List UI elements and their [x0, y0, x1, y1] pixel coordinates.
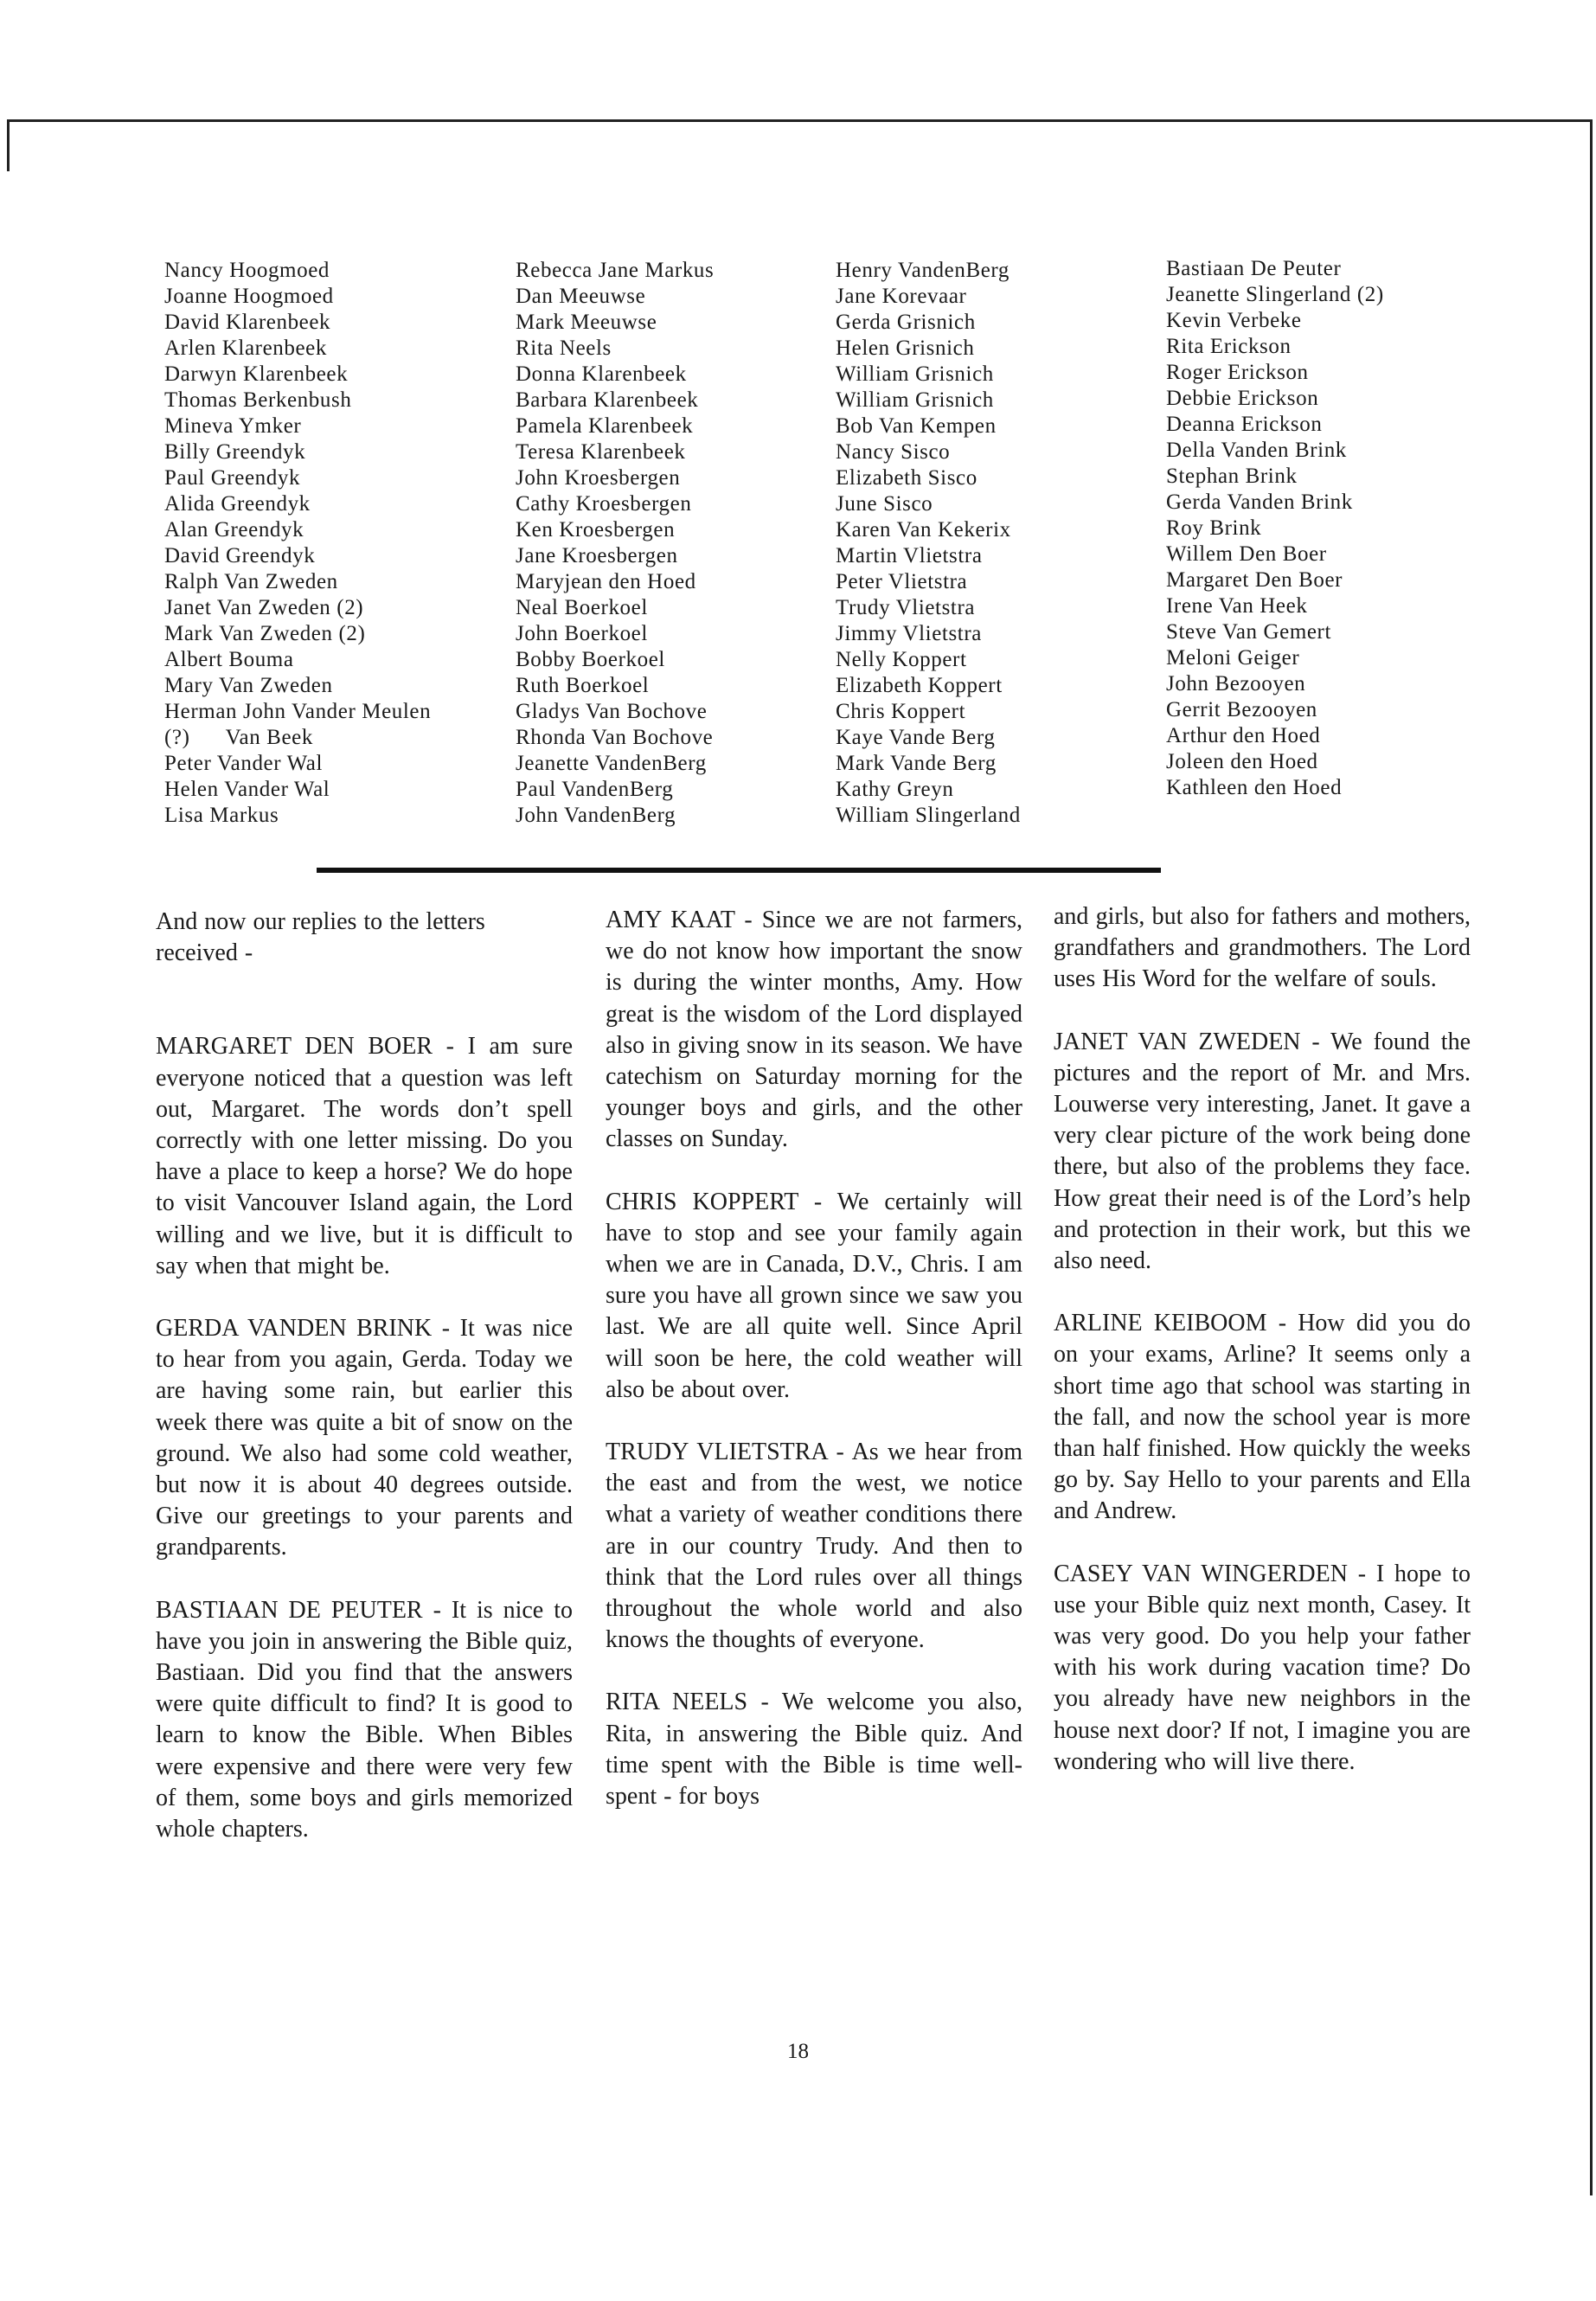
name-entry: Henry VandenBerg	[836, 259, 1010, 282]
reply-paragraph: MARGARET DEN BOER - I am sure everyone noticed that a question was left out, Margaret. The words don’t spell correctly with one letter missing. Do you have a place to keep a horse? We do hope to visit Vancouver Island again, the Lord willing and we live, but it is difficult to say when that might be.	[156, 1033, 573, 1279]
intro-paragraph: And now our replies to the letters received -	[156, 908, 485, 967]
name-entry: Gladys Van Bochove	[516, 700, 708, 723]
scan-edge-top	[7, 119, 1590, 122]
name-entry: Donna Klarenbeek	[516, 362, 687, 386]
name-entry: Martin Vlietstra	[836, 544, 983, 567]
name-entry: Nelly Koppert	[836, 648, 967, 671]
name-entry: Jane Kroesbergen	[516, 544, 678, 567]
name-entry: Barbara Klarenbeek	[516, 388, 699, 412]
name-entry: Alan Greendyk	[164, 518, 304, 542]
name-entry: Irene Van Heek	[1166, 594, 1308, 618]
replies-column-2	[606, 905, 1022, 1843]
name-entry: Bob Van Kempen	[836, 414, 997, 438]
name-entry: John Boerkoel	[516, 622, 648, 645]
name-entry: Janet Van Zweden (2)	[164, 596, 364, 619]
name-entry: Lisa Markus	[164, 804, 279, 827]
scan-edge-left	[7, 119, 10, 171]
name-entry: David Klarenbeek	[164, 311, 331, 334]
names-column-4	[1166, 256, 1495, 801]
name-entry: (?) Van Beek	[164, 726, 313, 749]
name-entry: Della Vanden Brink	[1166, 439, 1347, 462]
reply-paragraph: GERDA VANDEN BRINK - It was nice to hear from you again, Gerda. Today we are having some rain, but earlier this week there was quite a bit of snow on the ground. We also had some cold weather, but now it is about 40 degrees outside. Give our greetings to your parents and grandparents.	[156, 1315, 573, 1561]
name-entry: Joanne Hoogmoed	[164, 285, 334, 308]
section-divider	[317, 868, 1161, 873]
reply-paragraph: ARLINE KEIBOOM - How did you do on your exams, Arline? It seems only a short time ago that school was starting in the fall, and now the school year is more than half finished. How quickly the weeks go by. Say Hello to your parents and Ella and Andrew.	[1054, 1310, 1471, 1525]
name-entry: Paul VandenBerg	[516, 778, 674, 801]
name-entry: John VandenBerg	[516, 804, 676, 827]
name-entry: Maryjean den Hoed	[516, 570, 696, 593]
name-entry: Roger Erickson	[1166, 361, 1309, 384]
name-entry: David Greendyk	[164, 544, 316, 567]
name-entry: Albert Bouma	[164, 648, 294, 671]
name-entry: Paul Greendyk	[164, 466, 301, 490]
name-entry: Ken Kroesbergen	[516, 518, 676, 542]
name-entry: Mineva Ymker	[164, 414, 302, 438]
name-entry: Ralph Van Zweden	[164, 570, 338, 593]
name-entry: Karen Van Kekerix	[836, 518, 1011, 542]
name-entry: Mark Meeuwse	[516, 311, 657, 334]
name-entry: William Grisnich	[836, 362, 994, 386]
name-entry: Roy Brink	[1166, 516, 1262, 540]
name-entry: William Grisnich	[836, 388, 994, 412]
name-entry: June Sisco	[836, 492, 933, 516]
replies-column-1	[156, 907, 573, 1876]
name-entry: Bobby Boerkoel	[516, 648, 665, 671]
reply-paragraph: AMY KAAT - Since we are not farmers, we do not know how important the snow is during the winter months, Amy. How great is the wisdom of the Lord displayed also in giving snow in its season. We have catechism on Saturday morning for the younger boys and girls, and the other classes on Sunday.	[606, 907, 1022, 1153]
name-entry: Helen Vander Wal	[164, 778, 330, 801]
name-entry: Elizabeth Sisco	[836, 466, 977, 490]
name-entry: Nancy Hoogmoed	[164, 259, 330, 282]
name-entry: Arthur den Hoed	[1166, 724, 1321, 747]
name-entry: Meloni Geiger	[1166, 646, 1300, 670]
name-entry: Pamela Klarenbeek	[516, 414, 694, 438]
name-entry: John Kroesbergen	[516, 466, 681, 490]
names-column-3	[836, 258, 1164, 829]
page-number: 18	[787, 2040, 809, 2063]
name-entry: Willem Den Boer	[1166, 542, 1327, 566]
name-entry: Steve Van Gemert	[1166, 620, 1332, 644]
name-entry: Peter Vander Wal	[164, 752, 324, 775]
name-entry: Alida Greendyk	[164, 492, 311, 516]
name-entry: Jeanette VandenBerg	[516, 752, 707, 775]
replies-column-3	[1054, 901, 1471, 1809]
name-entry: Dan Meeuwse	[516, 285, 646, 308]
name-entry: Arlen Klarenbeek	[164, 336, 327, 360]
name-entry: Rita Erickson	[1166, 335, 1292, 358]
name-entry: Rebecca Jane Markus	[516, 259, 715, 282]
name-entry: Helen Grisnich	[836, 336, 975, 360]
name-entry: William Slingerland	[836, 804, 1021, 827]
name-entry: Mark Van Zweden (2)	[164, 622, 366, 645]
name-entry: Cathy Kroesbergen	[516, 492, 692, 516]
name-entry: Stephan Brink	[1166, 465, 1298, 488]
name-entry: Jeanette Slingerland (2)	[1166, 283, 1384, 306]
name-entry: Ruth Boerkoel	[516, 674, 650, 697]
name-entry: Joleen den Hoed	[1166, 750, 1318, 773]
name-entry: Kevin Verbeke	[1166, 309, 1302, 332]
reply-paragraph: and girls, but also for fathers and mothers, grandfathers and grandmothers. The Lord uses His Word for the welfare of souls.	[1054, 903, 1471, 993]
reply-paragraph: BASTIAAN DE PEUTER - It is nice to have you join in answering the Bible quiz, Bastiaan. Did you find that the answers were quite difficult to find? It is good to learn to know the Bible. When Bibles were expensive and there were very few of them, some boys and girls memorized whole chapters.	[156, 1596, 573, 1843]
name-entry: Peter Vlietstra	[836, 570, 968, 593]
reply-paragraph: RITA NEELS - We welcome you also, Rita, in answering the Bible quiz. And time spent with the Bible is time well-spent - for boys	[606, 1689, 1022, 1811]
scan-edge-right	[1590, 119, 1593, 2195]
name-entry: Mary Van Zweden	[164, 674, 333, 697]
name-entry: Gerda Grisnich	[836, 311, 976, 334]
name-entry: Neal Boerkoel	[516, 596, 648, 619]
name-entry: Kaye Vande Berg	[836, 726, 996, 749]
reply-paragraph: JANET VAN ZWEDEN - We found the pictures and the report of Mr. and Mrs. Louwerse very interesting, Janet. It gave a very clear picture of the work being done there, but also of the problems they face. How great their need is of the Lord’s help and protection in their work, but this we also need.	[1054, 1028, 1471, 1275]
name-entry: Bastiaan De Peuter	[1166, 257, 1342, 280]
name-entry: Kathy Greyn	[836, 778, 954, 801]
name-entry: Thomas Berkenbush	[164, 388, 352, 412]
name-entry: Elizabeth Koppert	[836, 674, 1003, 697]
name-entry: Herman John Vander Meulen	[164, 700, 432, 723]
name-entry: Rhonda Van Bochove	[516, 726, 714, 749]
name-entry: Kathleen den Hoed	[1166, 776, 1343, 799]
name-entry: Darwyn Klarenbeek	[164, 362, 349, 386]
name-entry: Teresa Klarenbeek	[516, 440, 686, 464]
name-entry: Mark Vande Berg	[836, 752, 997, 775]
name-entry: Debbie Erickson	[1166, 387, 1319, 410]
name-entry: John Bezooyen	[1166, 672, 1306, 695]
names-column-1	[164, 258, 493, 829]
name-entry: Trudy Vlietstra	[836, 596, 976, 619]
reply-paragraph: CASEY VAN WINGERDEN - I hope to use your Bible quiz next month, Casey. It was very good. Do you help your father with his work during vacation time? Do you already have new neighbors in the house next door? If not, I imagine you are wondering who will live there.	[1054, 1560, 1471, 1775]
name-entry: Margaret Den Boer	[1166, 568, 1343, 592]
name-entry: Nancy Sisco	[836, 440, 951, 464]
name-entry: Deanna Erickson	[1166, 413, 1323, 436]
name-entry: Gerda Vanden Brink	[1166, 490, 1353, 514]
name-entry: Rita Neels	[516, 336, 612, 360]
reply-paragraph: CHRIS KOPPERT - We certainly will have to stop and see your family again when we are in Canada, D.V., Chris. I am sure you have all grown since we saw you last. We are all quite well. Since April will soon be here, the cold weather will also be about over.	[606, 1188, 1022, 1403]
name-entry: Jimmy Vlietstra	[836, 622, 982, 645]
reply-paragraph: TRUDY VLIETSTRA - As we hear from the east and from the west, we notice what a variety of weather conditions there are in our country Trudy. And then to think that the Lord rules over all things throughout the whole world and also knows the thoughts of everyone.	[606, 1439, 1022, 1654]
name-entry: Chris Koppert	[836, 700, 966, 723]
name-entry: Jane Korevaar	[836, 285, 967, 308]
names-column-2	[516, 258, 844, 829]
name-entry: Gerrit Bezooyen	[1166, 698, 1317, 721]
name-entry: Billy Greendyk	[164, 440, 306, 464]
